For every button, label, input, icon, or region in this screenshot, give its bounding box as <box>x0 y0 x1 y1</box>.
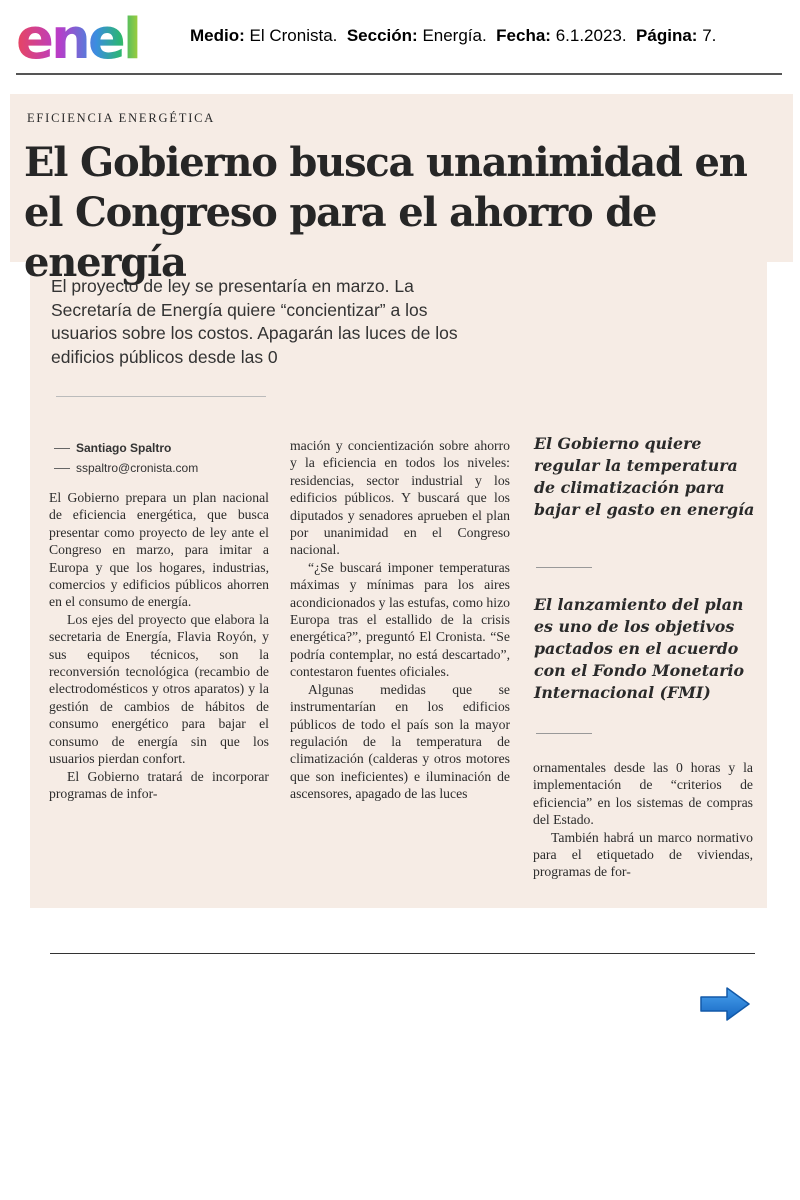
footer-divider <box>50 953 755 954</box>
fecha-label: Fecha: <box>496 26 551 45</box>
byline-dash <box>54 448 70 449</box>
paragraph: Algunas medidas que se instrumentarían en los edificios públicos de todo el país son la mayor regulación de la temperatura de climatización (calderas y otros motores que son ineficientes) e iluminación de ascensores, apagado de las luces <box>290 681 510 802</box>
email-dash <box>54 468 70 469</box>
paragraph: mación y concientización sobre ahorro y la eficiencia en todos los niveles: residencias, sector industrial y los edificios públicos. Y buscará que los diputados y senadores aprueben el plan por unanimidad en el Congreso nacional. <box>290 438 510 558</box>
pull-quote-divider <box>536 733 592 734</box>
header-divider <box>16 73 782 75</box>
article-kicker: EFICIENCIA ENERGÉTICA <box>27 111 216 125</box>
pagina-value: 7. <box>702 26 717 45</box>
author-name: Santiago Spaltro <box>76 441 172 455</box>
press-meta <box>190 26 716 46</box>
logo-wordmark: enel <box>16 12 140 68</box>
arrow-right-icon[interactable] <box>699 986 751 1022</box>
paragraph: El Gobierno tratará de incorporar programas de infor- <box>49 768 269 801</box>
pull-quote-2: El lanzamiento del plan es uno de los objetivos pactados en el acuerdo con el Fondo Monetario Internacional (FMI) <box>534 595 745 702</box>
article-column-3 <box>533 759 753 881</box>
pull-quote-divider <box>536 567 592 568</box>
paragraph: “¿Se buscará imponer temperaturas máximas y mínimas para los aires acondicionados y las estufas, como hizo Europa tras el estallido de la crisis energética?”, preguntó El Cronista. “Se podría contemplar, no está descartado”, contestaron fuentes oficiales. <box>290 559 510 680</box>
pull-quote-1: El Gobierno quiere regular la temperatura de climatización para bajar el gasto en energía <box>534 434 755 519</box>
medio-label: Medio: <box>190 26 245 45</box>
medio-value: El Cronista. <box>249 26 338 45</box>
seccion-value: Energía. <box>422 26 487 45</box>
byline <box>54 438 198 478</box>
paragraph: También habrá un marco normativo para el etiquetado de viviendas, programas de for- <box>533 829 753 880</box>
page-header <box>0 0 800 76</box>
article-column-2 <box>290 437 510 803</box>
article-headline: El Gobierno busca unanimidad en el Congreso para el ahorro de energía <box>24 139 747 286</box>
paragraph: El Gobierno prepara un plan nacional de eficiencia energética, que busca presentar como proyecto de ley ante el Congreso en marzo, para imitar a Europa y que los hogares, industrias, comercios y edificios públicos ahorren en el consumo de energía. <box>49 490 269 610</box>
author-email: sspaltro@cronista.com <box>76 461 199 475</box>
paragraph: ornamentales desde las 0 horas y la implementación de “criterios de eficiencia” en los sistemas de compras del Estado. <box>533 760 753 828</box>
article-column-1 <box>49 489 269 802</box>
fecha-value: 6.1.2023. <box>555 26 627 45</box>
seccion-label: Sección: <box>346 26 418 45</box>
article-deck: El proyecto de ley se presentaría en marzo. La Secretaría de Energía quiere “concientizar” a los usuarios sobre los costos. Apagarán las luces de los edificios públicos desde las 0 <box>51 276 458 367</box>
deck-divider <box>56 396 266 397</box>
pagina-label: Página: <box>636 26 698 45</box>
enel-logo <box>16 12 172 68</box>
paragraph: Los ejes del proyecto que elabora la secretaria de Energía, Flavia Royón, y sus equipos técnicos, son la reconversión tecnológica (recambio de electrodomésticos y otros aparatos) y la gestión de cambios de hábitos de consumo energético para bajar el consumo de energía sin que los usuarios pierdan confort. <box>49 611 269 767</box>
